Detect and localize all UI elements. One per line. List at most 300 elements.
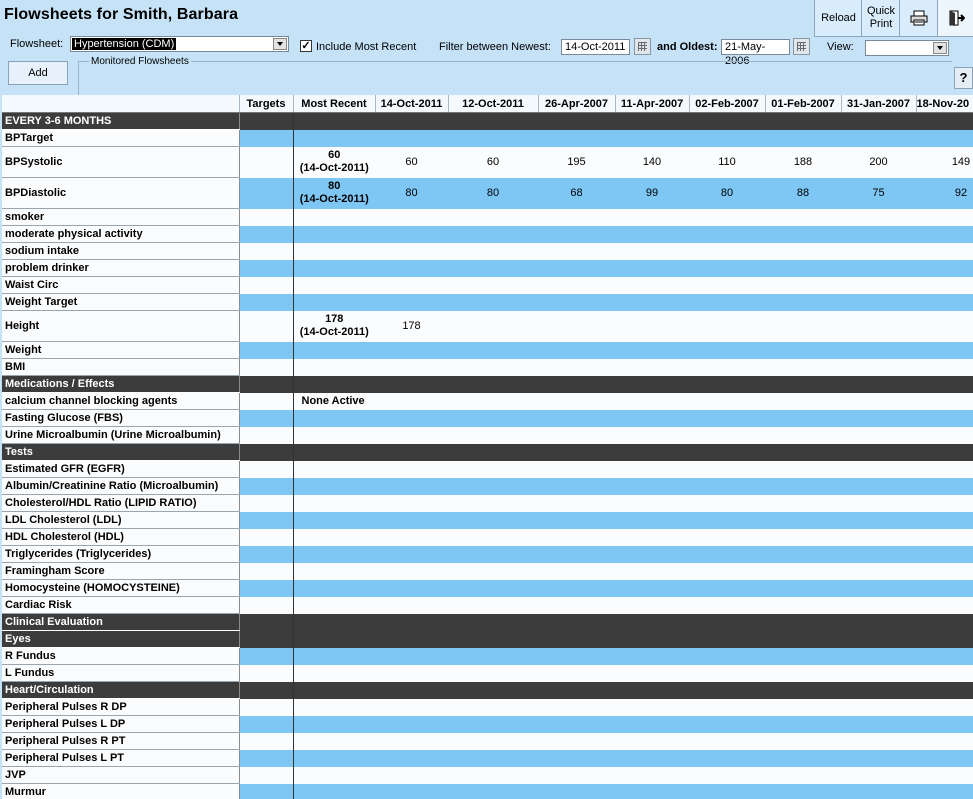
value-cell[interactable] [689,784,765,799]
value-cell[interactable] [841,665,916,682]
item-name[interactable]: Weight Target [2,294,239,311]
value-cell[interactable] [689,260,765,277]
value-cell[interactable] [615,277,689,294]
most-recent-cell[interactable] [293,209,375,226]
value-cell[interactable] [916,733,973,750]
header-date[interactable]: 26-Apr-2007 [538,95,615,113]
most-recent-cell[interactable] [293,147,375,178]
value-cell[interactable] [765,750,841,767]
most-recent-cell[interactable] [293,529,375,546]
value-cell[interactable] [375,294,448,311]
value-cell[interactable] [689,461,765,478]
value-cell[interactable] [689,342,765,359]
value-cell[interactable] [765,461,841,478]
most-recent-cell[interactable] [293,784,375,799]
section-title[interactable]: Clinical Evaluation [2,614,239,631]
value-cell[interactable] [448,376,538,393]
value-cell[interactable] [689,750,765,767]
targets-cell[interactable] [239,512,293,529]
value-cell[interactable]: 178 [375,311,448,342]
header-date[interactable]: 01-Feb-2007 [765,95,841,113]
value-cell[interactable] [916,461,973,478]
value-cell[interactable] [538,512,615,529]
value-cell[interactable] [916,750,973,767]
value-cell[interactable] [916,614,973,631]
header-targets[interactable]: Targets [239,95,293,113]
value-cell[interactable] [375,631,448,648]
value-cell[interactable] [841,410,916,427]
value-cell[interactable] [916,226,973,243]
value-cell[interactable] [615,359,689,376]
targets-cell[interactable] [239,209,293,226]
value-cell[interactable] [448,716,538,733]
value-cell[interactable] [916,444,973,461]
value-cell[interactable] [689,113,765,130]
value-cell[interactable] [448,209,538,226]
targets-cell[interactable] [239,277,293,294]
value-cell[interactable] [538,342,615,359]
value-cell[interactable] [689,580,765,597]
value-cell[interactable] [841,750,916,767]
value-cell[interactable] [689,478,765,495]
value-cell[interactable] [841,243,916,260]
value-cell[interactable] [448,243,538,260]
value-cell[interactable] [765,359,841,376]
value-cell[interactable] [448,682,538,699]
value-cell[interactable] [689,648,765,665]
section-title[interactable]: EVERY 3-6 MONTHS [2,113,239,130]
value-cell[interactable] [538,597,615,614]
item-name[interactable]: Fasting Glucose (FBS) [2,410,239,427]
value-cell[interactable] [615,665,689,682]
value-cell[interactable] [448,359,538,376]
value-cell[interactable] [916,376,973,393]
item-name[interactable]: BPDiastolic [2,178,239,209]
value-cell[interactable] [615,243,689,260]
value-cell[interactable] [765,113,841,130]
value-cell[interactable] [765,130,841,147]
value-cell[interactable] [448,597,538,614]
value-cell[interactable] [765,648,841,665]
value-cell[interactable] [375,733,448,750]
value-cell[interactable] [765,546,841,563]
targets-cell[interactable] [239,410,293,427]
value-cell[interactable] [689,597,765,614]
value-cell[interactable] [841,716,916,733]
value-cell[interactable] [765,716,841,733]
value-cell[interactable] [615,597,689,614]
value-cell[interactable] [448,130,538,147]
value-cell[interactable] [375,665,448,682]
value-cell[interactable] [916,580,973,597]
value-cell[interactable] [689,427,765,444]
value-cell[interactable] [841,699,916,716]
chevron-down-icon[interactable] [933,42,947,54]
value-cell[interactable] [689,410,765,427]
value-cell[interactable] [538,580,615,597]
value-cell[interactable] [615,699,689,716]
value-cell[interactable] [689,311,765,342]
section-title[interactable]: Tests [2,444,239,461]
value-cell[interactable] [615,294,689,311]
value-cell[interactable] [916,359,973,376]
value-cell[interactable] [765,631,841,648]
section-title[interactable]: Eyes [2,631,239,648]
value-cell[interactable] [375,461,448,478]
value-cell[interactable] [538,648,615,665]
value-cell[interactable] [916,260,973,277]
value-cell[interactable] [765,767,841,784]
most-recent-cell[interactable] [293,376,375,393]
value-cell[interactable] [538,209,615,226]
targets-cell[interactable] [239,580,293,597]
header-date[interactable]: 31-Jan-2007 [841,95,916,113]
value-cell[interactable]: 88 [765,178,841,209]
most-recent-cell[interactable] [293,461,375,478]
item-name[interactable]: Waist Circ [2,277,239,294]
item-name[interactable]: Peripheral Pulses L DP [2,716,239,733]
value-cell[interactable] [916,495,973,512]
value-cell[interactable]: 80 [448,178,538,209]
value-cell[interactable] [916,478,973,495]
value-cell[interactable] [615,563,689,580]
value-cell[interactable]: 80 [689,178,765,209]
value-cell[interactable] [765,699,841,716]
value-cell[interactable] [375,580,448,597]
item-name[interactable]: L Fundus [2,665,239,682]
value-cell[interactable] [375,682,448,699]
most-recent-cell[interactable] [293,427,375,444]
value-cell[interactable] [689,393,765,410]
value-cell[interactable] [448,512,538,529]
targets-cell[interactable] [239,563,293,580]
value-cell[interactable] [448,410,538,427]
most-recent-cell[interactable] [293,495,375,512]
value-cell[interactable] [841,767,916,784]
targets-cell[interactable] [239,178,293,209]
value-cell[interactable]: 110 [689,147,765,178]
value-cell[interactable] [615,614,689,631]
value-cell[interactable] [916,393,973,410]
most-recent-cell[interactable] [293,113,375,130]
value-cell[interactable] [375,648,448,665]
value-cell[interactable] [615,580,689,597]
value-cell[interactable] [448,767,538,784]
targets-cell[interactable] [239,260,293,277]
value-cell[interactable] [765,260,841,277]
item-name[interactable]: moderate physical activity [2,226,239,243]
value-cell[interactable] [538,226,615,243]
most-recent-cell[interactable] [293,410,375,427]
value-cell[interactable] [615,784,689,799]
most-recent-cell[interactable] [293,130,375,147]
most-recent-cell[interactable] [293,631,375,648]
value-cell[interactable] [538,529,615,546]
value-cell[interactable] [841,733,916,750]
value-cell[interactable] [689,277,765,294]
value-cell[interactable] [916,209,973,226]
value-cell[interactable] [916,682,973,699]
targets-cell[interactable] [239,648,293,665]
value-cell[interactable] [375,546,448,563]
value-cell[interactable] [689,529,765,546]
value-cell[interactable] [765,665,841,682]
value-cell[interactable] [375,113,448,130]
value-cell[interactable] [765,580,841,597]
item-name[interactable]: Albumin/Creatinine Ratio (Microalbumin) [2,478,239,495]
header-date[interactable]: 14-Oct-2011 [375,95,448,113]
item-name[interactable]: Urine Microalbumin (Urine Microalbumin) [2,427,239,444]
value-cell[interactable] [448,113,538,130]
value-cell[interactable] [538,665,615,682]
value-cell[interactable] [375,277,448,294]
value-cell[interactable] [689,733,765,750]
value-cell[interactable]: 149 [916,147,973,178]
value-cell[interactable] [916,277,973,294]
value-cell[interactable] [375,699,448,716]
value-cell[interactable] [448,784,538,799]
value-cell[interactable] [689,665,765,682]
value-cell[interactable] [615,427,689,444]
value-cell[interactable] [538,461,615,478]
value-cell[interactable] [375,478,448,495]
most-recent-cell[interactable] [293,648,375,665]
value-cell[interactable] [841,260,916,277]
item-name[interactable]: JVP [2,767,239,784]
most-recent-cell[interactable] [293,444,375,461]
item-name[interactable]: LDL Cholesterol (LDL) [2,512,239,529]
value-cell[interactable]: 60 [448,147,538,178]
value-cell[interactable] [841,130,916,147]
targets-cell[interactable] [239,311,293,342]
value-cell[interactable] [615,682,689,699]
value-cell[interactable] [916,113,973,130]
targets-cell[interactable] [239,750,293,767]
value-cell[interactable] [538,563,615,580]
value-cell[interactable] [916,563,973,580]
value-cell[interactable] [841,682,916,699]
value-cell[interactable] [538,359,615,376]
value-cell[interactable] [689,444,765,461]
value-cell[interactable] [375,512,448,529]
value-cell[interactable] [615,376,689,393]
value-cell[interactable] [765,342,841,359]
value-cell[interactable] [448,427,538,444]
targets-cell[interactable] [239,699,293,716]
value-cell[interactable] [765,311,841,342]
value-cell[interactable] [448,563,538,580]
value-cell[interactable] [448,393,538,410]
value-cell[interactable] [765,444,841,461]
value-cell[interactable] [448,277,538,294]
value-cell[interactable] [538,495,615,512]
value-cell[interactable] [375,563,448,580]
item-name[interactable]: sodium intake [2,243,239,260]
value-cell[interactable] [538,750,615,767]
item-name[interactable]: Height [2,311,239,342]
value-cell[interactable] [375,243,448,260]
value-cell[interactable] [538,130,615,147]
most-recent-cell[interactable] [293,294,375,311]
value-cell[interactable] [689,563,765,580]
value-cell[interactable] [841,648,916,665]
section-title[interactable]: Medications / Effects [2,376,239,393]
value-cell[interactable] [916,311,973,342]
value-cell[interactable]: 140 [615,147,689,178]
value-cell[interactable] [841,784,916,799]
targets-cell[interactable] [239,784,293,799]
value-cell[interactable] [538,113,615,130]
value-cell[interactable] [538,784,615,799]
add-button[interactable] [8,61,68,85]
newest-calendar-icon[interactable] [634,38,651,55]
value-cell[interactable]: 200 [841,147,916,178]
item-name[interactable]: Framingham Score [2,563,239,580]
most-recent-cell[interactable] [293,665,375,682]
value-cell[interactable] [375,495,448,512]
value-cell[interactable] [448,444,538,461]
value-cell[interactable] [538,243,615,260]
value-cell[interactable] [538,376,615,393]
value-cell[interactable] [615,512,689,529]
value-cell[interactable] [765,226,841,243]
most-recent-cell[interactable] [293,342,375,359]
value-cell[interactable]: 68 [538,178,615,209]
value-cell[interactable] [538,277,615,294]
flowsheet-select[interactable] [70,36,289,52]
value-cell[interactable] [375,342,448,359]
value-cell[interactable] [689,631,765,648]
value-cell[interactable] [375,209,448,226]
targets-cell[interactable] [239,113,293,130]
most-recent-cell[interactable] [293,260,375,277]
targets-cell[interactable] [239,597,293,614]
item-name[interactable]: Estimated GFR (EGFR) [2,461,239,478]
value-cell[interactable] [765,529,841,546]
value-cell[interactable] [916,529,973,546]
targets-cell[interactable] [239,294,293,311]
value-cell[interactable] [448,546,538,563]
value-cell[interactable] [615,113,689,130]
header-date[interactable]: 12-Oct-2011 [448,95,538,113]
value-cell[interactable] [375,784,448,799]
targets-cell[interactable] [239,359,293,376]
most-recent-cell[interactable] [293,563,375,580]
targets-cell[interactable] [239,376,293,393]
most-recent-cell[interactable] [293,311,375,342]
section-title[interactable]: Heart/Circulation [2,682,239,699]
oldest-calendar-icon[interactable] [793,38,810,55]
targets-cell[interactable] [239,631,293,648]
value-cell[interactable] [916,342,973,359]
value-cell[interactable] [448,342,538,359]
value-cell[interactable]: 80 [375,178,448,209]
targets-cell[interactable] [239,716,293,733]
value-cell[interactable] [538,767,615,784]
value-cell[interactable] [841,209,916,226]
value-cell[interactable] [916,665,973,682]
value-cell[interactable] [841,444,916,461]
most-recent-cell[interactable] [293,597,375,614]
most-recent-cell[interactable] [293,614,375,631]
value-cell[interactable] [615,733,689,750]
item-name[interactable]: HDL Cholesterol (HDL) [2,529,239,546]
value-cell[interactable] [448,478,538,495]
targets-cell[interactable] [239,546,293,563]
value-cell[interactable] [615,461,689,478]
value-cell[interactable] [841,580,916,597]
value-cell[interactable] [841,529,916,546]
value-cell[interactable] [916,648,973,665]
value-cell[interactable] [841,427,916,444]
value-cell[interactable] [375,614,448,631]
value-cell[interactable]: 188 [765,147,841,178]
targets-cell[interactable] [239,393,293,410]
value-cell[interactable] [841,512,916,529]
value-cell[interactable] [841,546,916,563]
value-cell[interactable] [765,512,841,529]
value-cell[interactable] [689,243,765,260]
value-cell[interactable] [689,495,765,512]
value-cell[interactable] [615,311,689,342]
value-cell[interactable] [538,699,615,716]
value-cell[interactable] [448,294,538,311]
value-cell[interactable] [375,529,448,546]
value-cell[interactable] [689,767,765,784]
value-cell[interactable] [841,393,916,410]
value-cell[interactable] [765,243,841,260]
value-cell[interactable] [375,260,448,277]
value-cell[interactable] [375,427,448,444]
header-date[interactable]: 11-Apr-2007 [615,95,689,113]
value-cell[interactable] [375,444,448,461]
value-cell[interactable] [538,478,615,495]
item-name[interactable]: calcium channel blocking agents [2,393,239,410]
value-cell[interactable] [448,495,538,512]
value-cell[interactable] [615,478,689,495]
value-cell[interactable] [375,767,448,784]
value-cell[interactable] [841,478,916,495]
item-name[interactable]: R Fundus [2,648,239,665]
value-cell[interactable] [841,461,916,478]
value-cell[interactable] [375,750,448,767]
value-cell[interactable] [765,614,841,631]
targets-cell[interactable] [239,495,293,512]
value-cell[interactable] [916,597,973,614]
value-cell[interactable] [841,495,916,512]
item-name[interactable]: Peripheral Pulses R PT [2,733,239,750]
item-name[interactable]: Triglycerides (Triglycerides) [2,546,239,563]
value-cell[interactable]: 60 [375,147,448,178]
value-cell[interactable] [841,226,916,243]
item-name[interactable]: BPTarget [2,130,239,147]
value-cell[interactable] [765,277,841,294]
most-recent-cell[interactable] [293,277,375,294]
value-cell[interactable] [615,260,689,277]
include-most-recent-checkbox[interactable]: ✓ [301,40,311,52]
item-name[interactable]: Peripheral Pulses L PT [2,750,239,767]
value-cell[interactable]: 75 [841,178,916,209]
value-cell[interactable] [375,597,448,614]
value-cell[interactable] [538,631,615,648]
value-cell[interactable] [448,260,538,277]
targets-cell[interactable] [239,614,293,631]
value-cell[interactable] [916,410,973,427]
value-cell[interactable] [689,376,765,393]
item-name[interactable]: Peripheral Pulses R DP [2,699,239,716]
targets-cell[interactable] [239,478,293,495]
value-cell[interactable] [765,376,841,393]
